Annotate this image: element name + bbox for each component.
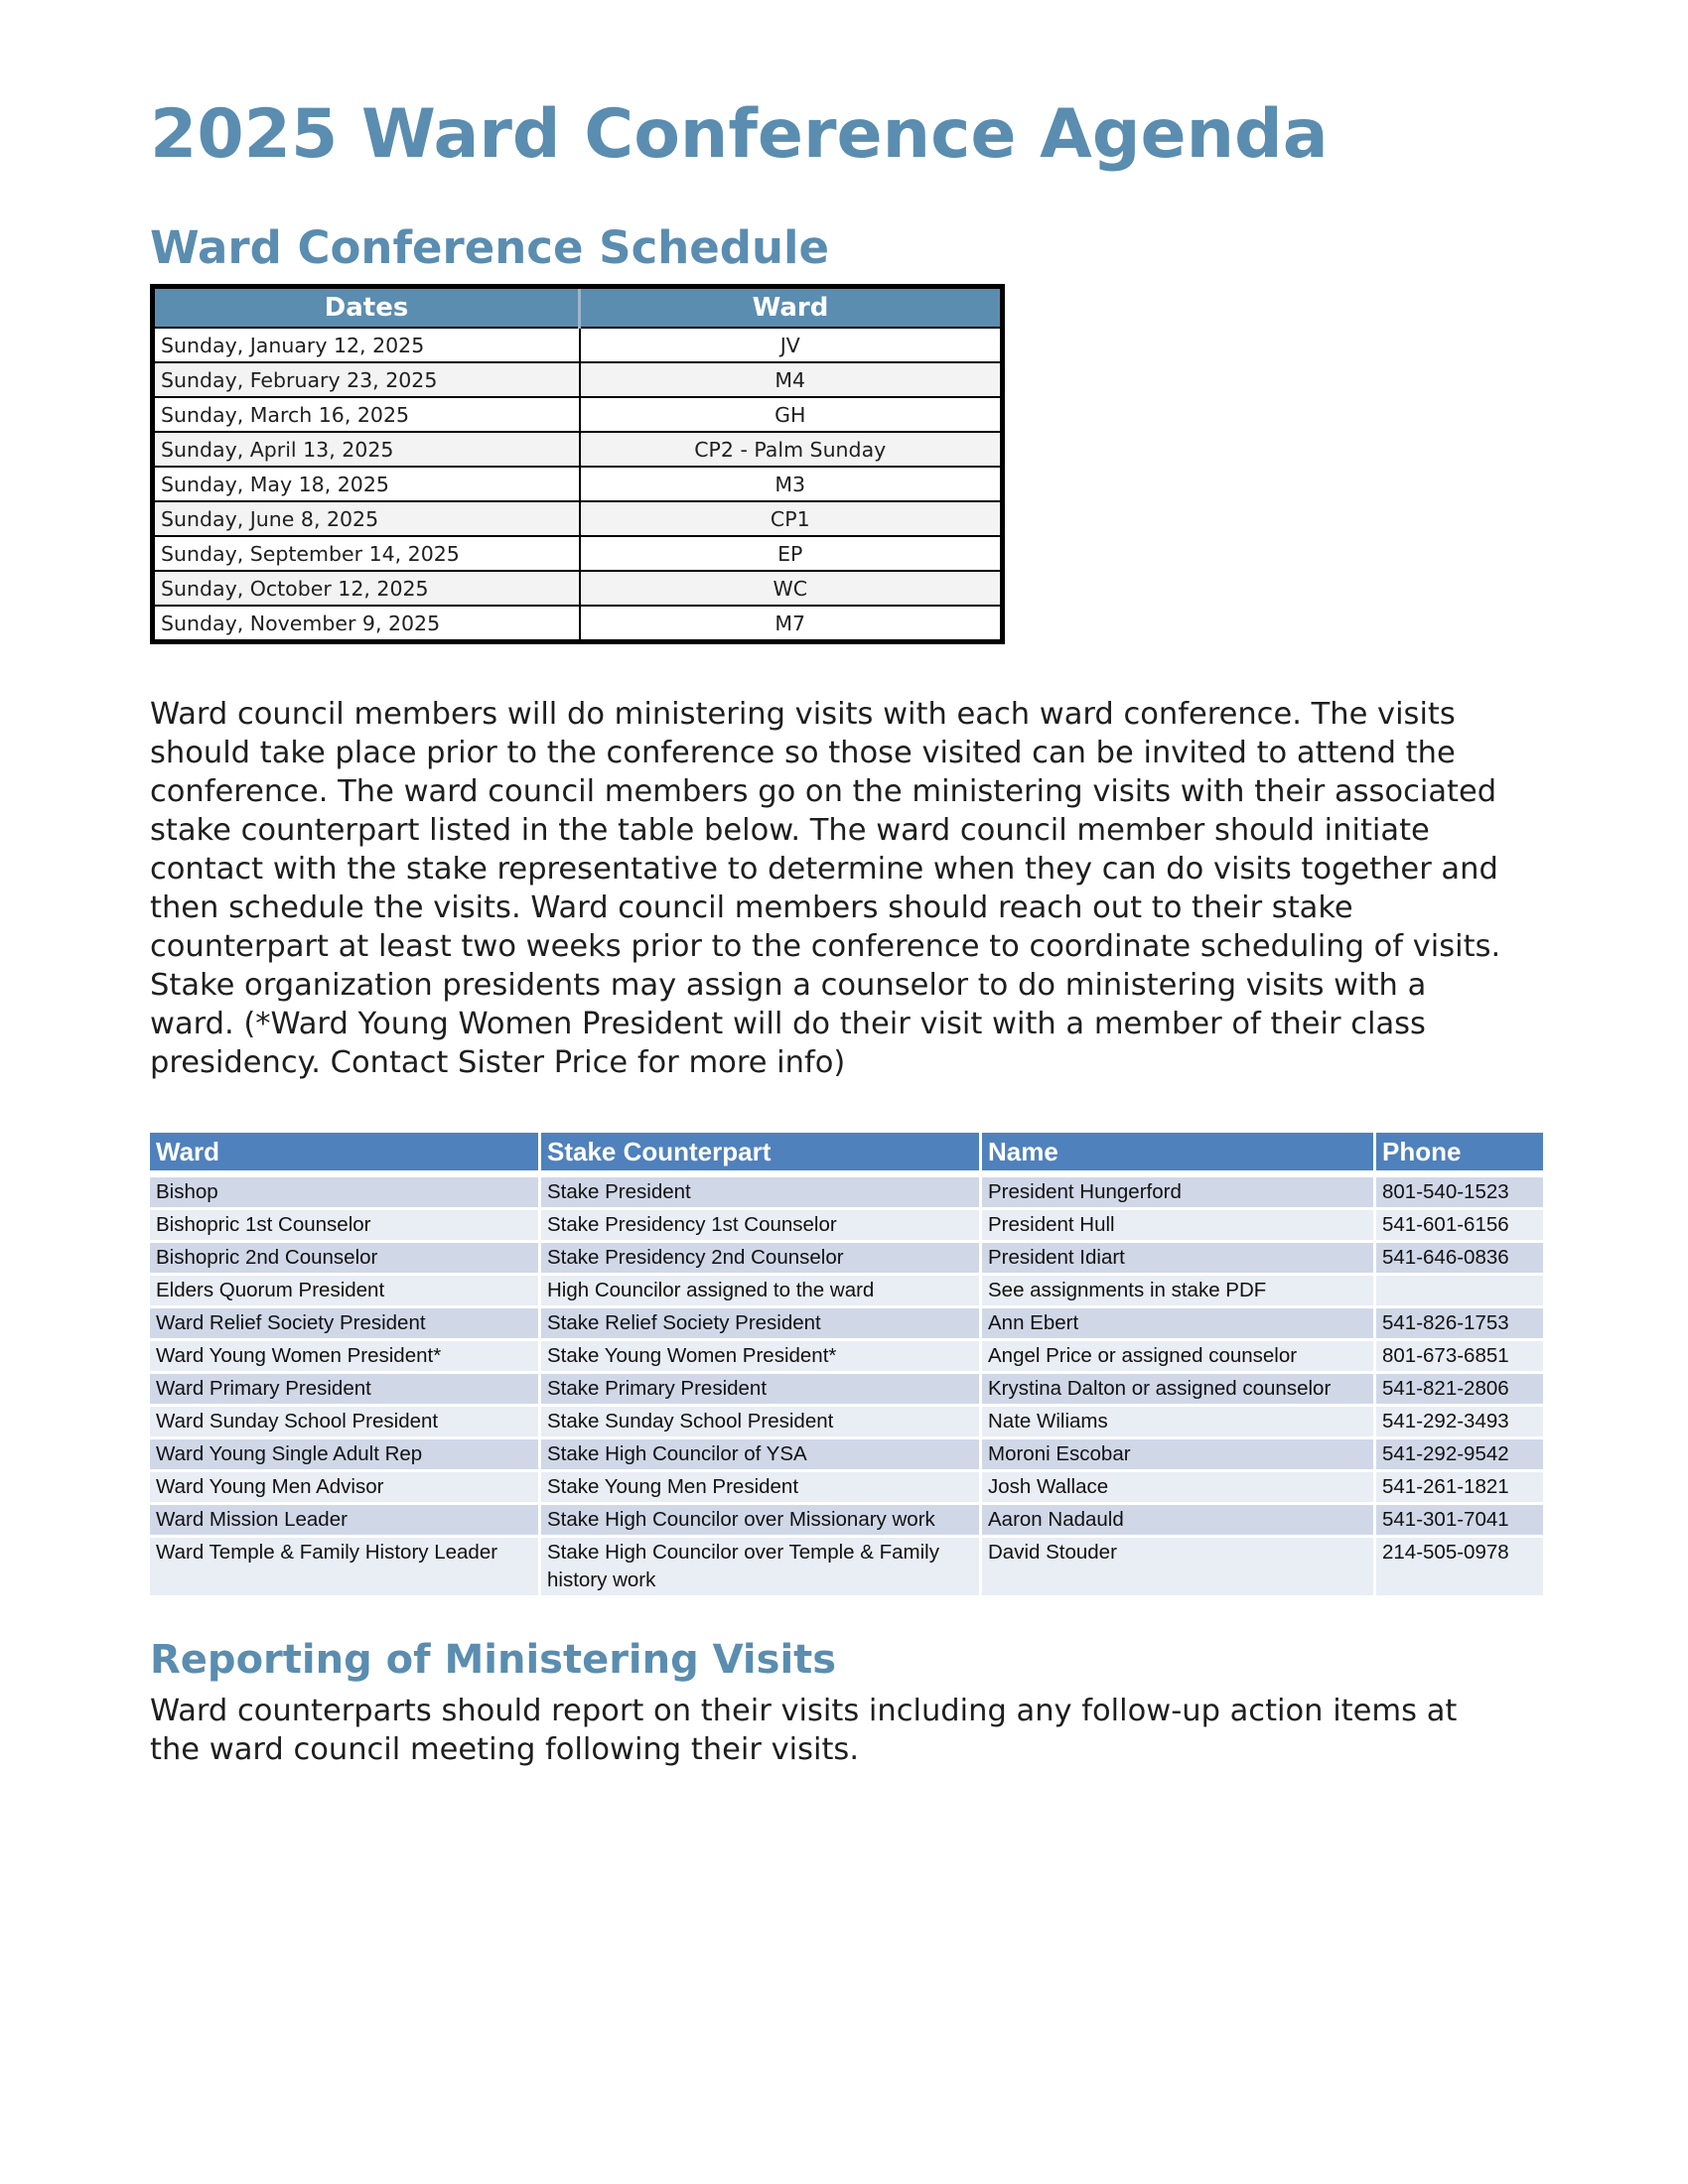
counterpart-header-row	[150, 1133, 1543, 1170]
reporting-line: Ward counterparts should report on their visits including any follow-up action items at	[150, 1694, 1458, 1728]
intro-line: ward. (*Ward Young Women President will do their visit with a member of their class	[150, 1007, 1426, 1041]
counterpart-name-cell: David Stouder	[982, 1538, 1373, 1595]
stake-counterpart-cell: Stake Sunday School President	[541, 1407, 979, 1436]
ward-role-cell: Bishopric 2nd Counselor	[150, 1243, 538, 1273]
counterpart-row	[150, 1308, 1543, 1338]
schedule-ward-cell: WC	[580, 571, 1003, 606]
counterpart-phone-cell: 541-821-2806	[1376, 1374, 1543, 1404]
stake-counterpart-cell: Stake High Councilor over Temple & Family history work	[541, 1538, 979, 1595]
counterpart-name-cell: Krystina Dalton or assigned counselor	[982, 1374, 1373, 1404]
spacer-cell	[1376, 1173, 1543, 1174]
counterpart-phone-cell: 541-826-1753	[1376, 1308, 1543, 1338]
counterpart-phone-cell: 214-505-0978	[1376, 1538, 1543, 1595]
counterpart-phone-cell: 541-261-1821	[1376, 1472, 1543, 1502]
schedule-row	[153, 501, 1003, 536]
counterpart-header-phone: Phone	[1376, 1133, 1543, 1170]
stake-counterpart-cell: Stake High Councilor over Missionary work	[541, 1505, 979, 1535]
schedule-header-row	[153, 287, 1003, 329]
counterpart-name-cell: President Hull	[982, 1210, 1373, 1240]
page-title: 2025 Ward Conference Agenda	[150, 95, 1329, 174]
counterpart-name-cell: President Idiart	[982, 1243, 1373, 1273]
schedule-date-cell: Sunday, January 12, 2025	[153, 328, 580, 362]
reporting-paragraph	[150, 1692, 1540, 1769]
schedule-ward-cell: CP2 - Palm Sunday	[580, 432, 1003, 467]
schedule-date-cell: Sunday, March 16, 2025	[153, 397, 580, 432]
counterpart-header-stake: Stake Counterpart	[541, 1133, 979, 1170]
counterpart-phone-cell: 541-301-7041	[1376, 1505, 1543, 1535]
schedule-row	[153, 606, 1003, 642]
intro-line: conference. The ward council members go on the ministering visits with their associated	[150, 774, 1497, 809]
counterpart-name-cell: Aaron Nadauld	[982, 1505, 1373, 1535]
schedule-heading: Ward Conference Schedule	[150, 221, 829, 274]
schedule-ward-cell: M7	[580, 606, 1003, 642]
ward-role-cell: Ward Sunday School President	[150, 1407, 538, 1436]
schedule-header-ward: Ward	[580, 287, 1003, 329]
intro-line: counterpart at least two weeks prior to the conference to coordinate scheduling of visits.	[150, 929, 1501, 964]
counterpart-row	[150, 1538, 1543, 1595]
spacer-cell	[150, 1173, 538, 1174]
schedule-date-cell: Sunday, February 23, 2025	[153, 362, 580, 397]
intro-line: stake counterpart listed in the table below. The ward council member should initiate	[150, 813, 1430, 848]
ward-role-cell: Bishopric 1st Counselor	[150, 1210, 538, 1240]
counterpart-row	[150, 1505, 1543, 1535]
intro-line: Stake organization presidents may assign a counselor to do ministering visits with a	[150, 968, 1427, 1003]
schedule-row	[153, 467, 1003, 501]
stake-counterpart-cell: Stake Presidency 1st Counselor	[541, 1210, 979, 1240]
stake-counterpart-cell: Stake Presidency 2nd Counselor	[541, 1243, 979, 1273]
counterpart-name-cell: Angel Price or assigned counselor	[982, 1341, 1373, 1371]
intro-line: then schedule the visits. Ward council members should reach out to their stake	[150, 890, 1353, 925]
schedule-date-cell: Sunday, May 18, 2025	[153, 467, 580, 501]
schedule-row	[153, 397, 1003, 432]
schedule-table	[150, 284, 1005, 644]
stake-counterpart-cell: Stake President	[541, 1177, 979, 1207]
counterpart-table	[147, 1130, 1546, 1598]
ward-role-cell: Ward Young Women President*	[150, 1341, 538, 1371]
counterpart-name-cell: See assignments in stake PDF	[982, 1276, 1373, 1305]
counterpart-spacer-row	[150, 1173, 1543, 1174]
counterpart-phone-cell	[1376, 1276, 1543, 1305]
schedule-body	[153, 328, 1003, 642]
schedule-row	[153, 328, 1003, 362]
counterpart-row	[150, 1439, 1543, 1469]
counterpart-header-ward: Ward	[150, 1133, 538, 1170]
counterpart-row	[150, 1341, 1543, 1371]
counterpart-phone-cell: 541-601-6156	[1376, 1210, 1543, 1240]
counterpart-name-cell: President Hungerford	[982, 1177, 1373, 1207]
schedule-ward-cell: JV	[580, 328, 1003, 362]
counterpart-phone-cell: 801-540-1523	[1376, 1177, 1543, 1207]
schedule-ward-cell: M4	[580, 362, 1003, 397]
counterpart-row	[150, 1243, 1543, 1273]
reporting-line: the ward council meeting following their visits.	[150, 1732, 860, 1767]
ward-role-cell: Elders Quorum President	[150, 1276, 538, 1305]
schedule-row	[153, 362, 1003, 397]
schedule-header-dates: Dates	[153, 287, 580, 329]
schedule-row	[153, 432, 1003, 467]
intro-line: contact with the stake representative to determine when they can do visits together and	[150, 852, 1498, 887]
counterpart-row	[150, 1374, 1543, 1404]
schedule-date-cell: Sunday, November 9, 2025	[153, 606, 580, 642]
schedule-date-cell: Sunday, April 13, 2025	[153, 432, 580, 467]
spacer-cell	[982, 1173, 1373, 1174]
schedule-date-cell: Sunday, October 12, 2025	[153, 571, 580, 606]
stake-counterpart-cell: Stake Primary President	[541, 1374, 979, 1404]
counterpart-row	[150, 1177, 1543, 1207]
counterpart-row	[150, 1407, 1543, 1436]
schedule-ward-cell: CP1	[580, 501, 1003, 536]
schedule-ward-cell: M3	[580, 467, 1003, 501]
counterpart-body	[150, 1173, 1543, 1595]
schedule-row	[153, 571, 1003, 606]
stake-counterpart-cell: Stake High Councilor of YSA	[541, 1439, 979, 1469]
stake-counterpart-cell: Stake Young Women President*	[541, 1341, 979, 1371]
counterpart-row	[150, 1210, 1543, 1240]
schedule-date-cell: Sunday, September 14, 2025	[153, 536, 580, 571]
counterpart-phone-cell: 541-292-3493	[1376, 1407, 1543, 1436]
counterpart-name-cell: Josh Wallace	[982, 1472, 1373, 1502]
intro-line: should take place prior to the conference so those visited can be invited to attend the	[150, 736, 1456, 770]
intro-line: presidency. Contact Sister Price for more info)	[150, 1045, 846, 1080]
counterpart-phone-cell: 541-292-9542	[1376, 1439, 1543, 1469]
ward-role-cell: Ward Temple & Family History Leader	[150, 1538, 538, 1595]
reporting-heading: Reporting of Ministering Visits	[150, 1637, 837, 1683]
intro-line: Ward council members will do ministering visits with each ward conference. The visits	[150, 697, 1456, 732]
ward-role-cell: Ward Relief Society President	[150, 1308, 538, 1338]
intro-paragraph	[150, 695, 1540, 1082]
schedule-ward-cell: EP	[580, 536, 1003, 571]
schedule-date-cell: Sunday, June 8, 2025	[153, 501, 580, 536]
ward-role-cell: Ward Mission Leader	[150, 1505, 538, 1535]
ward-role-cell: Ward Primary President	[150, 1374, 538, 1404]
schedule-ward-cell: GH	[580, 397, 1003, 432]
counterpart-name-cell: Moroni Escobar	[982, 1439, 1373, 1469]
stake-counterpart-cell: Stake Young Men President	[541, 1472, 979, 1502]
ward-role-cell: Ward Young Single Adult Rep	[150, 1439, 538, 1469]
stake-counterpart-cell: High Councilor assigned to the ward	[541, 1276, 979, 1305]
spacer-cell	[541, 1173, 979, 1174]
ward-role-cell: Bishop	[150, 1177, 538, 1207]
stake-counterpart-cell: Stake Relief Society President	[541, 1308, 979, 1338]
counterpart-row	[150, 1472, 1543, 1502]
counterpart-phone-cell: 541-646-0836	[1376, 1243, 1543, 1273]
counterpart-name-cell: Ann Ebert	[982, 1308, 1373, 1338]
counterpart-row	[150, 1276, 1543, 1305]
counterpart-header-name: Name	[982, 1133, 1373, 1170]
counterpart-name-cell: Nate Wiliams	[982, 1407, 1373, 1436]
schedule-row	[153, 536, 1003, 571]
ward-role-cell: Ward Young Men Advisor	[150, 1472, 538, 1502]
counterpart-phone-cell: 801-673-6851	[1376, 1341, 1543, 1371]
